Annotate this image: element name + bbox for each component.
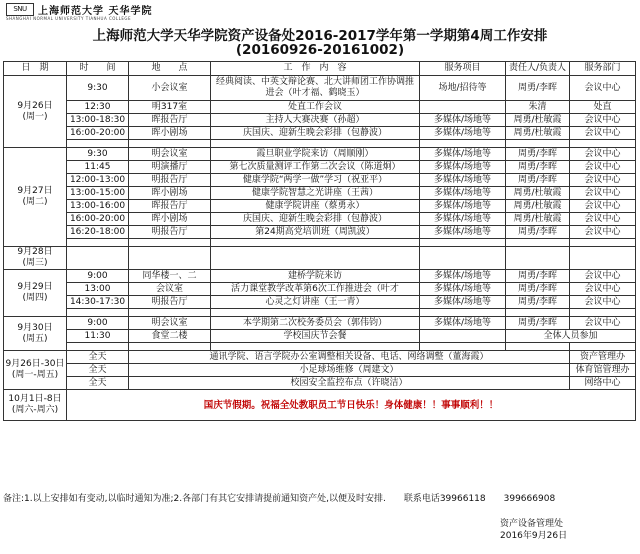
table-row (4, 101, 636, 114)
place-cell: 会议室 (129, 283, 211, 296)
table-row (4, 239, 636, 247)
person-cell: 周勇/李晖 (506, 148, 570, 161)
person-cell: 周勇/李晖 (506, 283, 570, 296)
date-label: 9月27日 (17, 186, 53, 196)
table-header-row (4, 62, 636, 76)
date-cell (4, 351, 67, 390)
table-row (4, 317, 636, 330)
time-cell: 16:00-20:00 (67, 213, 129, 226)
table-row (4, 390, 636, 421)
table-row (4, 351, 636, 364)
dept-cell: 会议中心 (570, 148, 636, 161)
table-row (4, 283, 636, 296)
place-cell (129, 247, 211, 270)
page-subtitle: (20160926-20161002) (235, 42, 405, 58)
content-cell: 庆国庆、迎新生晚会彩排（包静波） (211, 127, 420, 140)
table-row (4, 213, 636, 226)
dept-cell: 会议中心 (570, 200, 636, 213)
place-cell (129, 309, 211, 317)
place-cell: 小会议室 (129, 76, 211, 101)
place-cell (129, 239, 211, 247)
dept-cell: 会议中心 (570, 226, 636, 239)
person-cell: 周勇/李晖 (506, 76, 570, 101)
service-cell: 多媒体/场地等 (420, 200, 506, 213)
dept-cell: 体育馆管理办 (570, 364, 636, 377)
footer-signature-date: 2016年9月26日 (500, 531, 568, 541)
time-cell: 13:00-18:30 (67, 114, 129, 127)
table-row (4, 270, 636, 283)
time-cell: 9:30 (67, 148, 129, 161)
date-label: 10月1日-8日 (8, 394, 62, 404)
content-cell: 校园安全监控布点（许晓洁） (129, 377, 570, 390)
table-row (4, 330, 636, 343)
service-cell (420, 309, 506, 317)
weekday-label: (周五) (22, 333, 48, 344)
service-cell (420, 140, 506, 148)
date-cell (4, 317, 67, 351)
service-cell (420, 343, 506, 351)
table-row (4, 200, 636, 213)
table-row (4, 76, 636, 101)
dept-cell: 会议中心 (570, 76, 636, 101)
person-cell: 周勇/李晖 (506, 317, 570, 330)
service-cell: 多媒体/场地等 (420, 270, 506, 283)
header-content: 工 作 内 容 (211, 62, 420, 76)
date-label: 9月30日 (17, 322, 53, 333)
header-time: 时 间 (67, 62, 129, 76)
holiday-notice: 国庆节假期。祝福全处教职员工节日快乐！身体健康！！事事顺利！！ (67, 390, 636, 421)
service-cell: 多媒体/场地等 (420, 226, 506, 239)
content-cell (211, 239, 420, 247)
person-cell: 周勇/杜敏霞 (506, 187, 570, 200)
time-cell (67, 239, 129, 247)
dept-cell: 会议中心 (570, 213, 636, 226)
date-cell (4, 390, 67, 421)
time-cell: 全天 (67, 364, 129, 377)
content-cell: 第七次质量测评工作第二次会议（陈道炯） (211, 161, 420, 174)
date-cell (4, 76, 67, 148)
dept-cell: 网络中心 (570, 377, 636, 390)
content-cell: 处直工作会议 (211, 101, 420, 114)
person-cell (506, 343, 570, 351)
table-row (4, 161, 636, 174)
service-cell: 多媒体/场地等 (420, 174, 506, 187)
weekday-label: (周六-周六) (11, 405, 59, 415)
date-cell (4, 247, 67, 270)
table-row (4, 377, 636, 390)
date-label: 9月26日-30日 (5, 359, 65, 369)
place-cell: 晖报告厅 (129, 200, 211, 213)
service-cell: 多媒体/场地等 (420, 161, 506, 174)
dept-cell: 资产管理办 (570, 351, 636, 364)
service-cell (420, 239, 506, 247)
table-row (4, 187, 636, 200)
content-cell: 霞旦职业学院来访（周顺刚） (211, 148, 420, 161)
time-cell: 13:00 (67, 283, 129, 296)
time-cell: 全天 (67, 377, 129, 390)
table-row (4, 148, 636, 161)
dept-cell: 会议中心 (570, 296, 636, 309)
content-cell: 主持人大赛决赛（孙超） (211, 114, 420, 127)
content-cell (211, 140, 420, 148)
content-cell: 健康学院讲座（蔡勇永） (211, 200, 420, 213)
logo-text: 上海师范大学 天华学院 (38, 5, 153, 17)
college-logo (6, 2, 152, 16)
service-cell (420, 247, 506, 270)
service-cell: 多媒体/场地等 (420, 127, 506, 140)
place-cell: 晖小剧场 (129, 213, 211, 226)
person-cell: 周勇/李晖 (506, 226, 570, 239)
content-cell (211, 247, 420, 270)
dept-cell: 会议中心 (570, 317, 636, 330)
person-cell (506, 140, 570, 148)
place-cell: 明报告厅 (129, 226, 211, 239)
time-cell: 13:00-16:00 (67, 200, 129, 213)
table-row (4, 226, 636, 239)
content-cell: 健康学院“两学一做”学习（祝亚平） (211, 174, 420, 187)
service-cell: 多媒体/场地等 (420, 187, 506, 200)
dept-cell (570, 309, 636, 317)
service-cell: 多媒体/场地等 (420, 283, 506, 296)
time-cell (67, 247, 129, 270)
dept-cell (570, 140, 636, 148)
person-cell (506, 239, 570, 247)
time-cell: 9:30 (67, 76, 129, 101)
time-cell (67, 343, 129, 351)
time-cell: 12:00-13:00 (67, 174, 129, 187)
content-cell: 本学期第二次校务委员会（郭伟钧） (211, 317, 420, 330)
place-cell: 明报告厅 (129, 174, 211, 187)
service-cell: 多媒体/场地等 (420, 213, 506, 226)
dept-cell: 会议中心 (570, 283, 636, 296)
logo-subtitle: SHANGHAI NORMAL UNIVERSITY TIANHUA COLLEGE (6, 16, 132, 21)
person-cell: 朱清 (506, 101, 570, 114)
weekday-label: (周一) (22, 111, 48, 122)
place-cell: 明会议室 (129, 317, 211, 330)
dept-cell (570, 343, 636, 351)
date-cell (4, 148, 67, 247)
dept-cell: 会议中心 (570, 114, 636, 127)
person-cell: 周勇/李晖 (506, 296, 570, 309)
header-person: 责任人/负责人 (506, 62, 570, 76)
table-row (4, 343, 636, 351)
weekday-label: (周一-周五) (11, 370, 59, 380)
date-label: 9月28日 (17, 247, 53, 257)
table-row (4, 114, 636, 127)
footer-note: 备注:1.以上安排如有变动,以临时通知为准;2.各部门有其它安排请提前通知资产处,以便及时安排. 联系电话39966118 399666908 (3, 494, 556, 504)
dept-cell: 处直 (570, 101, 636, 114)
content-cell: 健康学院智慧之光讲座（王茜） (211, 187, 420, 200)
person-cell (506, 247, 570, 270)
service-cell (420, 101, 506, 114)
person-cell: 全体人员参加 (506, 330, 636, 343)
content-cell (211, 343, 420, 351)
header-service: 服务项目 (420, 62, 506, 76)
date-cell (4, 270, 67, 317)
content-cell (211, 309, 420, 317)
place-cell: 同华楼一、二 (129, 270, 211, 283)
place-cell: 明会议室 (129, 148, 211, 161)
content-cell: 建桥学院来访 (211, 270, 420, 283)
time-cell: 全天 (67, 351, 129, 364)
content-cell: 活力课堂教学改革第6次工作推进会（叶才 (211, 283, 420, 296)
content-cell: 第24期高党培训班（周凯波） (211, 226, 420, 239)
place-cell: 晖报告厅 (129, 114, 211, 127)
table-row (4, 140, 636, 148)
time-cell: 11:45 (67, 161, 129, 174)
content-cell: 小足球场维修（周建文） (129, 364, 570, 377)
dept-cell: 会议中心 (570, 161, 636, 174)
dept-cell: 会议中心 (570, 187, 636, 200)
header-place: 地 点 (129, 62, 211, 76)
person-cell (506, 309, 570, 317)
dept-cell (570, 247, 636, 270)
place-cell: 明演播厅 (129, 161, 211, 174)
date-label: 9月26日 (17, 100, 53, 111)
footer-signature-org: 资产设备管理处 (500, 519, 564, 529)
table-row (4, 309, 636, 317)
page-title: 上海师范大学天华学院资产设备处2016-2017学年第一学期第4周工作安排 (92, 28, 548, 44)
content-cell: 庆国庆、迎新生晚会彩排（包静波） (211, 213, 420, 226)
place-cell (129, 343, 211, 351)
schedule-table (3, 61, 636, 421)
time-cell: 12:30 (67, 101, 129, 114)
place-cell: 晖小剧场 (129, 187, 211, 200)
place-cell: 明报告厅 (129, 296, 211, 309)
time-cell (67, 140, 129, 148)
place-cell: 晖小剧场 (129, 127, 211, 140)
time-cell: 9:00 (67, 270, 129, 283)
table-row (4, 296, 636, 309)
dept-cell (570, 239, 636, 247)
dept-cell: 会议中心 (570, 127, 636, 140)
table-row (4, 127, 636, 140)
dept-cell: 会议中心 (570, 174, 636, 187)
person-cell: 周勇/杜敏霞 (506, 213, 570, 226)
content-cell: 通讯学院、语言学院办公室调整相关设备、电话、网络调整（董海霞） (129, 351, 570, 364)
place-cell: 明317室 (129, 101, 211, 114)
person-cell: 周勇/李晖 (506, 174, 570, 187)
time-cell: 16:00-20:00 (67, 127, 129, 140)
time-cell: 16:20-18:00 (67, 226, 129, 239)
time-cell: 13:00-15:00 (67, 187, 129, 200)
person-cell: 周勇/杜敏霞 (506, 200, 570, 213)
content-cell: 经典阅读、中英文辩论赛、北大讲师团工作协调推进会（叶才福、鹤晓玉） (211, 76, 420, 101)
service-cell (420, 330, 506, 343)
content-cell: 学校国庆节会餐 (211, 330, 420, 343)
dept-cell: 会议中心 (570, 270, 636, 283)
time-cell: 9:00 (67, 317, 129, 330)
table-row (4, 364, 636, 377)
service-cell: 多媒体/场地等 (420, 296, 506, 309)
time-cell: 11:30 (67, 330, 129, 343)
header-date: 日 期 (4, 62, 67, 76)
content-cell: 心灵之灯讲座（王一青） (211, 296, 420, 309)
header-dept: 服务部门 (570, 62, 636, 76)
weekday-label: (周二) (22, 197, 48, 207)
person-cell: 周勇/杜敏霞 (506, 127, 570, 140)
person-cell: 周勇/杜敏霞 (506, 114, 570, 127)
place-cell (129, 140, 211, 148)
date-label: 9月29日 (17, 282, 53, 292)
person-cell: 周勇/李晖 (506, 270, 570, 283)
person-cell: 周勇/李晖 (506, 161, 570, 174)
service-cell: 多媒体/场地等 (420, 148, 506, 161)
service-cell: 多媒体/场地等 (420, 317, 506, 330)
place-cell: 食堂二楼 (129, 330, 211, 343)
logo-mark: SNU (6, 3, 34, 16)
table-row (4, 174, 636, 187)
time-cell (67, 309, 129, 317)
service-cell: 多媒体/场地等 (420, 114, 506, 127)
weekday-label: (周四) (22, 293, 48, 303)
table-row (4, 247, 636, 270)
time-cell: 14:30-17:30 (67, 296, 129, 309)
service-cell: 场地/招待等 (420, 76, 506, 101)
weekday-label: (周三) (22, 258, 48, 268)
